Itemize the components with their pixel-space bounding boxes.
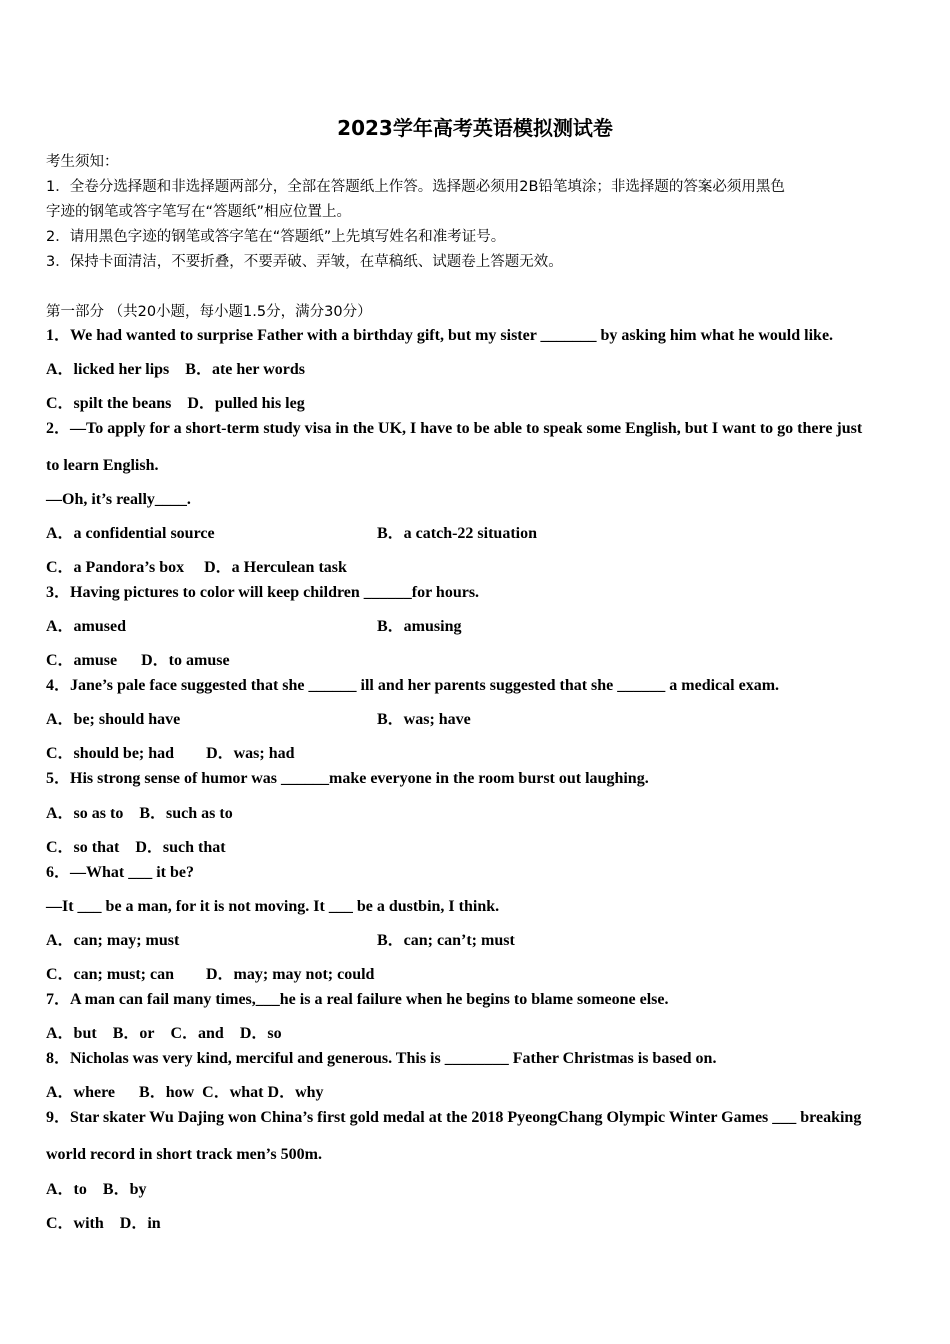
option[interactable]: D．a Herculean task	[204, 559, 347, 576]
option[interactable]: A．but	[46, 1025, 97, 1042]
section-heading: 第一部分 （共20小题，每小题1.5分，满分30分）	[46, 304, 372, 320]
option-row	[46, 558, 347, 578]
option[interactable]: D．in	[119, 1215, 161, 1232]
option[interactable]: D．may; may not; could	[206, 966, 375, 983]
option[interactable]: C．amuse	[46, 652, 118, 669]
option-row	[46, 1214, 161, 1234]
option[interactable]: A．be; should have	[46, 711, 181, 728]
notice-item: 2．请用黑色字迹的钢笔或答字笔在“答题纸”上先填写姓名和准考证号。	[46, 229, 506, 245]
option[interactable]: A．can; may; must	[46, 932, 180, 949]
question-stem: 4．Jane’s pale face suggested that she ______ ill and her parents suggested that she ______ a medical exam.	[46, 677, 780, 694]
question-stem: to learn English.	[46, 457, 159, 474]
option[interactable]: D．so	[239, 1025, 282, 1042]
option[interactable]: C．and	[170, 1025, 224, 1042]
option[interactable]: D．to amuse	[141, 652, 230, 669]
option[interactable]: A．to	[46, 1181, 87, 1198]
option[interactable]: A．amused	[46, 618, 127, 635]
option-row	[46, 1024, 282, 1044]
question-stem: 8．Nicholas was very kind, merciful and generous. This is ________ Father Christmas is based on.	[46, 1050, 717, 1067]
question-stem: —Oh, it’s really____.	[46, 491, 191, 508]
question-stem: 1．We had wanted to surprise Father with a birthday gift, but my sister _______ by asking him what he would like.	[46, 327, 834, 344]
option-row	[46, 360, 305, 380]
notice-item: 1．全卷分选择题和非选择题两部分，全部在答题纸上作答。选择题必须用2B铅笔填涂；非选择题的答案必须用黑色	[46, 179, 785, 195]
question-stem: 6．—What ___ it be?	[46, 864, 195, 881]
option-row	[46, 931, 515, 951]
option[interactable]: B．a catch-22 situation	[377, 525, 538, 542]
question-stem: 7．A man can fail many times,___he is a real failure when he begins to blame someone else.	[46, 991, 669, 1008]
option-row	[46, 1083, 324, 1103]
option[interactable]: B．how	[139, 1084, 195, 1101]
option-row	[46, 524, 538, 544]
question-stem: 5．His strong sense of humor was ______make everyone in the room burst out laughing.	[46, 770, 649, 787]
option-row	[46, 710, 471, 730]
option[interactable]: C．can; must; can	[46, 966, 174, 983]
notice-item: 3．保持卡面清洁，不要折叠，不要弄破、弄皱，在草稿纸、试题卷上答题无效。	[46, 254, 563, 270]
option[interactable]: C．a Pandora’s box	[46, 559, 185, 576]
question-stem: —It ___ be a man, for it is not moving. It ___ be a dustbin, I think.	[46, 898, 500, 915]
option[interactable]: C．should be; had	[46, 745, 175, 762]
option-row	[46, 804, 233, 824]
option[interactable]: B．by	[102, 1181, 147, 1198]
option[interactable]: C．with	[46, 1215, 104, 1232]
option[interactable]: C．so that	[46, 839, 120, 856]
option[interactable]: A．so as to	[46, 805, 124, 822]
option-row	[46, 617, 462, 637]
notice-heading: 考生须知：	[46, 154, 119, 170]
option-row	[46, 651, 230, 671]
option[interactable]: B．can; can’t; must	[377, 932, 515, 949]
option[interactable]: B．or	[112, 1025, 155, 1042]
option[interactable]: C．what	[202, 1084, 264, 1101]
option[interactable]: A．a confidential source	[46, 525, 215, 542]
option[interactable]: D．was; had	[206, 745, 295, 762]
option[interactable]: D．pulled his leg	[187, 395, 305, 412]
option[interactable]: A．licked her lips	[46, 361, 170, 378]
question-stem: 9．Star skater Wu Dajing won China’s first gold medal at the 2018 PyeongChang Olympic Winter Games ___ breaking	[46, 1109, 862, 1126]
option[interactable]: D．why	[267, 1084, 324, 1101]
notice-item: 字迹的钢笔或答字笔写在“答题纸”相应位置上。	[46, 204, 352, 220]
option[interactable]: C．spilt the beans	[46, 395, 172, 412]
option[interactable]: B．amusing	[377, 618, 462, 635]
option[interactable]: A．where	[46, 1084, 116, 1101]
option-row	[46, 965, 374, 985]
option-row	[46, 744, 295, 764]
option[interactable]: B．was; have	[377, 711, 471, 728]
option[interactable]: D．such that	[135, 839, 226, 856]
option-row	[46, 1180, 146, 1200]
page-title: 2023学年高考英语模拟测试卷	[337, 116, 613, 140]
option[interactable]: B．ate her words	[185, 361, 305, 378]
option-row	[46, 838, 226, 858]
question-stem: 3．Having pictures to color will keep children ______for hours.	[46, 584, 480, 601]
question-stem: world record in short track men’s 500m.	[46, 1146, 322, 1163]
option-row	[46, 394, 305, 414]
question-stem: 2．—To apply for a short-term study visa in the UK, I have to be able to speak some English, but I want to go there just	[46, 420, 863, 437]
option[interactable]: B．such as to	[139, 805, 233, 822]
